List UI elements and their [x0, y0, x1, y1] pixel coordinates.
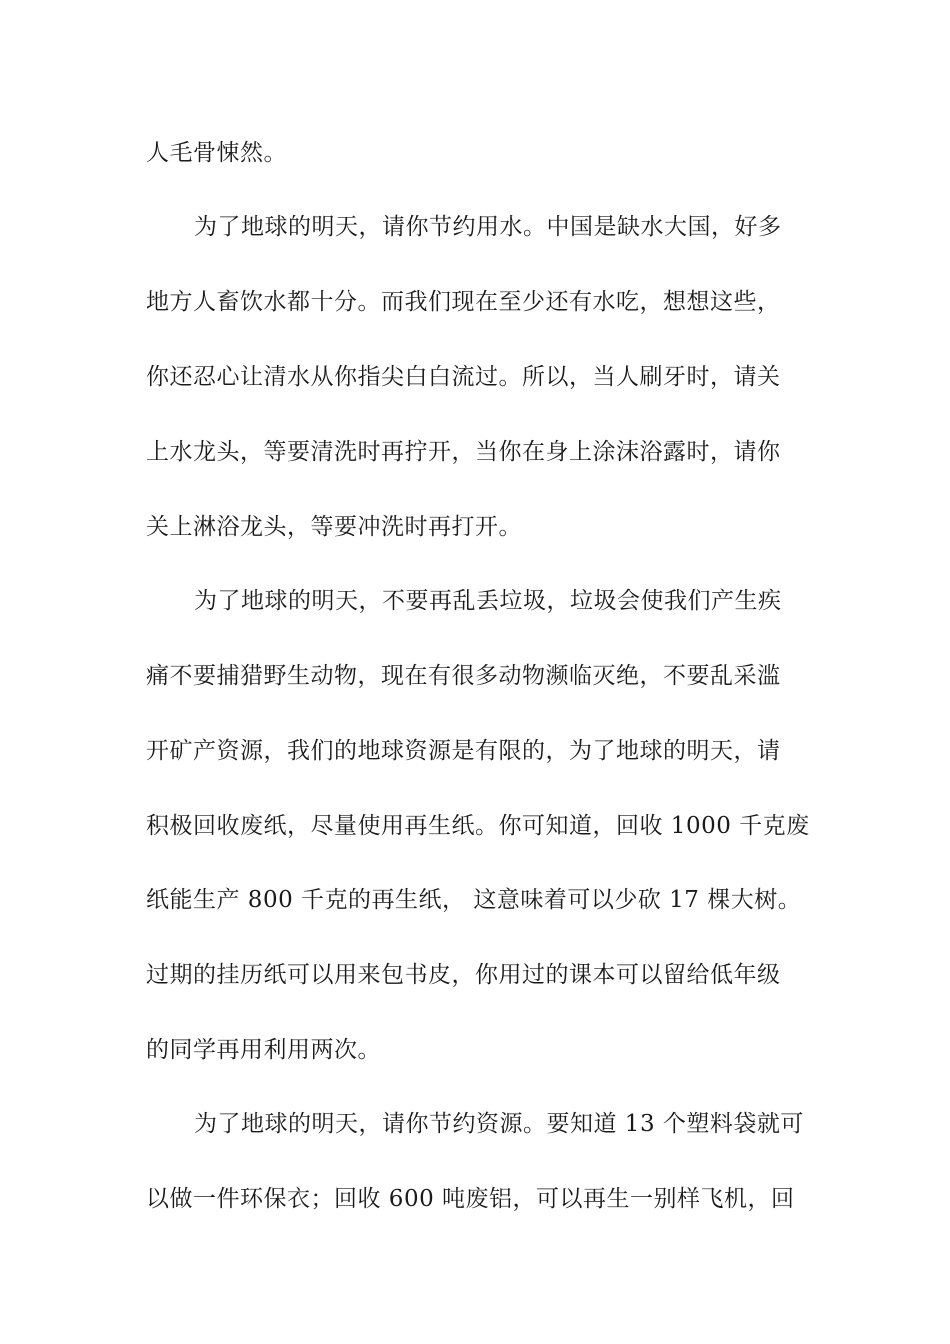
- text-line: 地方人畜饮水都十分。而我们现在至少还有水吃，想想这些，: [146, 289, 781, 315]
- paragraph-first-line: 为了地球的明天，请你节约资源。要知道 13 个塑料袋就可: [194, 1111, 804, 1137]
- text-line: 你还忍心让清水从你指尖白白流过。所以，当人刷牙时，请关: [146, 364, 781, 390]
- text-line: 以做一件环保衣；回收 600 吨废铝，可以再生一别样飞机，回: [146, 1186, 795, 1212]
- text-line: 纸能生产 800 千克的再生纸， 这意味着可以少砍 17 棵大树。: [146, 887, 802, 913]
- text-line: 积极回收废纸，尽量使用再生纸。你可知道，回收 1000 千克废: [146, 813, 810, 839]
- text-line: 人毛骨悚然。: [146, 140, 287, 166]
- text-line: 上水龙头，等要清洗时再拧开，当你在身上涂沫浴露时，请你: [146, 439, 781, 465]
- text-line: 的同学再用利用两次。: [146, 1037, 381, 1063]
- text-line: 开矿产资源，我们的地球资源是有限的，为了地球的明天，请: [146, 738, 781, 764]
- text-line: 痛不要捕猎野生动物，现在有很多动物濒临灭绝，不要乱采滥: [146, 663, 781, 689]
- paragraph-first-line: 为了地球的明天，不要再乱丢垃圾，垃圾会使我们产生疾: [194, 588, 782, 614]
- text-line: 关上淋浴龙头，等要冲洗时再打开。: [146, 514, 522, 540]
- text-line: 过期的挂历纸可以用来包书皮，你用过的课本可以留给低年级: [146, 962, 781, 988]
- paragraph-first-line: 为了地球的明天，请你节约用水。中国是缺水大国，好多: [194, 214, 782, 240]
